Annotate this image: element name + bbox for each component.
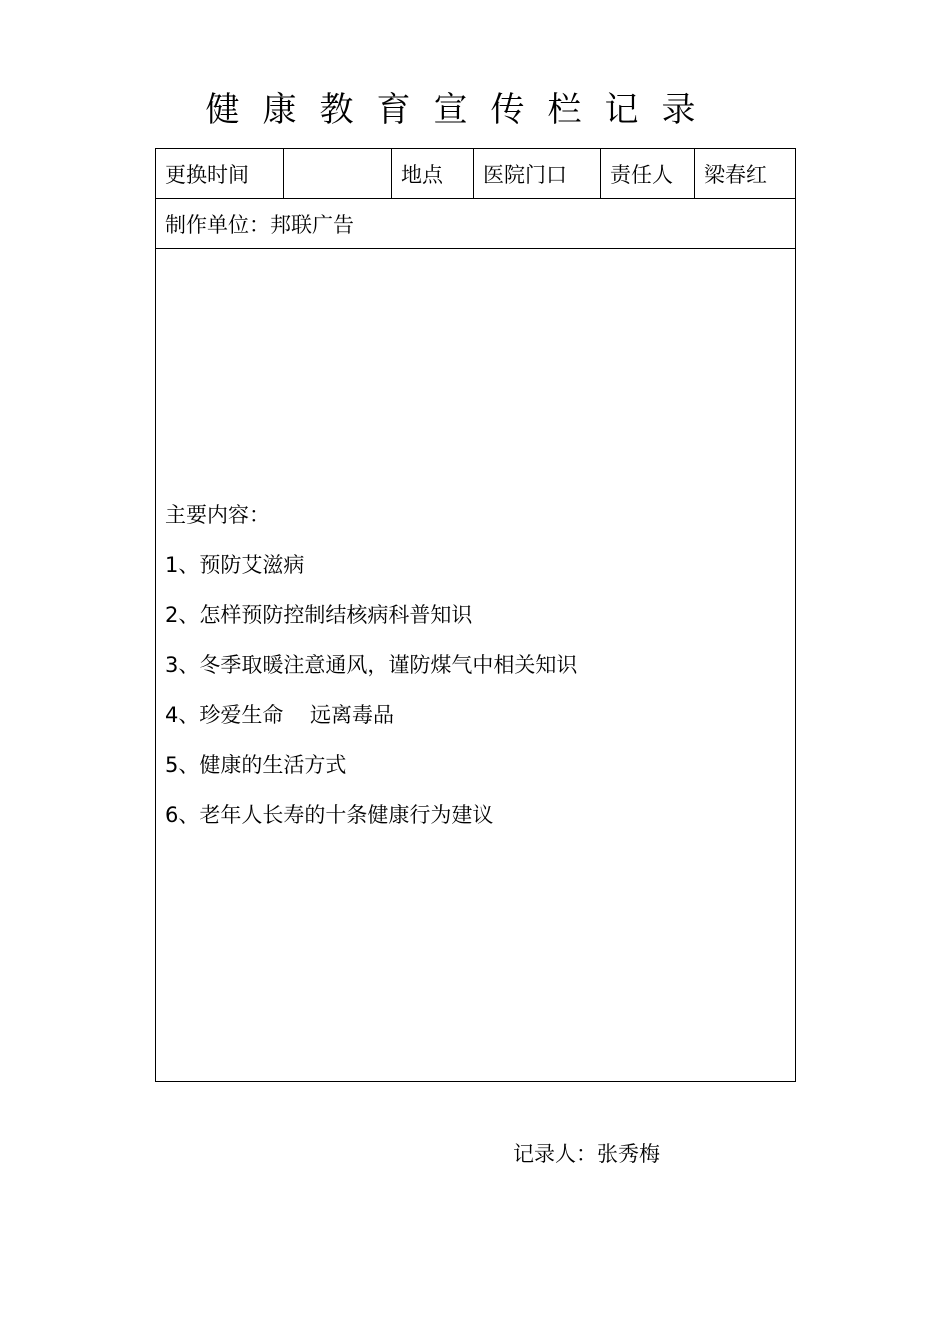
responsible-value: 梁春红: [695, 149, 796, 199]
content-heading: 主要内容：: [165, 503, 270, 527]
content-row: [156, 249, 796, 1082]
production-unit: 制作单位：邦联广告: [156, 199, 796, 249]
record-table: [155, 148, 796, 1082]
content-cell: [156, 249, 796, 1082]
location-label: 地点: [392, 149, 474, 199]
production-unit-row: [156, 199, 796, 249]
content-item: 5、健康的生活方式: [165, 753, 347, 777]
recorder-signature: 记录人：张秀梅: [513, 1142, 660, 1166]
header-row: [156, 149, 796, 199]
content-item: 1、预防艾滋病: [165, 553, 305, 577]
responsible-label: 责任人: [601, 149, 695, 199]
change-time-label: 更换时间: [156, 149, 284, 199]
content-item: 4、珍爱生命 远离毒品: [165, 703, 395, 727]
location-value: 医院门口: [474, 149, 601, 199]
content-item: 6、老年人长寿的十条健康行为建议: [165, 803, 494, 827]
content-item: 3、冬季取暖注意通风，谨防煤气中相关知识: [165, 653, 578, 677]
page-title: 健康教育宣传栏记录: [205, 90, 719, 130]
change-time-value: [284, 149, 392, 199]
content-item: 2、怎样预防控制结核病科普知识: [165, 603, 473, 627]
